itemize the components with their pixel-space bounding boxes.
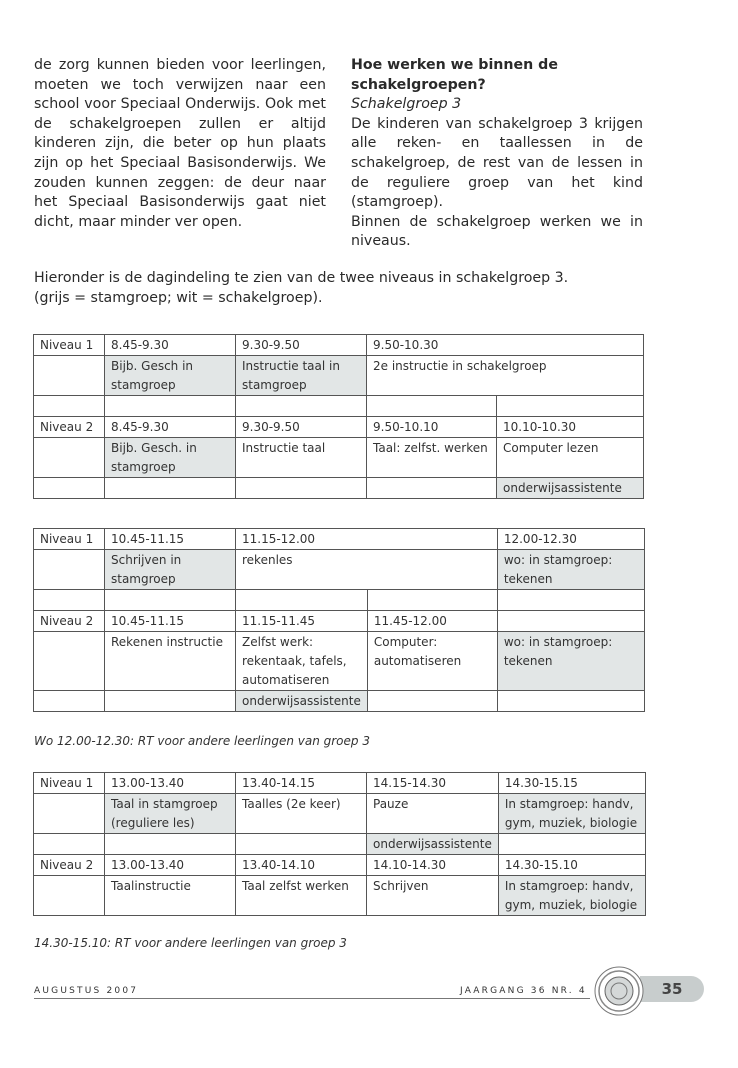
intro-line-1: Hieronder is de dagindeling te zien van de twee niveaus in schakelgroep 3. [34, 270, 569, 286]
activity-cell: In stamgroep: handv, gym, muziek, biologie [498, 876, 645, 916]
activity-cell: rekenles [236, 550, 498, 590]
activity-cell: Schrijven in stamgroep [105, 550, 236, 590]
activity-cell: Pauze [367, 794, 499, 834]
page-number: 35 [640, 976, 704, 1002]
schedule-table-morning-2 [33, 528, 645, 712]
activity-cell: Taal: zelfst. werken [367, 438, 497, 478]
time-cell: 9.30-9.50 [236, 335, 367, 356]
activity-cell: Computer: automatiseren [367, 632, 497, 691]
activity-cell: Computer lezen [497, 438, 644, 478]
assistant-cell: onderwijsassistente [497, 478, 644, 499]
activity-cell: Bijb. Gesch in stamgroep [105, 356, 236, 396]
time-cell: 14.10-14.30 [367, 855, 499, 876]
schedule-table-morning-1 [33, 334, 644, 499]
time-cell: 9.30-9.50 [236, 417, 367, 438]
activity-cell: Taal in stamgroep (reguliere les) [105, 794, 236, 834]
activity-cell: wo: in stamgroep: tekenen [497, 550, 644, 590]
intro-line-2: (grijs = stamgroep; wit = schakelgroep). [34, 290, 323, 306]
time-cell: 9.50-10.10 [367, 417, 497, 438]
right-paragraph-1: De kinderen van schakelgroep 3 krijgen alle reken- en taallessen in de schakelgroep, de rest van de lessen in de reguliere groep van het kind (stamgroep). [351, 115, 643, 211]
time-cell: 9.50-10.30 [367, 335, 644, 356]
activity-cell: In stamgroep: handv, gym, muziek, biologie [498, 794, 645, 834]
time-cell: 14.30-15.15 [498, 773, 645, 794]
activity-cell: Taalinstructie [105, 876, 236, 916]
time-cell: 10.45-11.15 [105, 529, 236, 550]
seal-icon [594, 966, 644, 1016]
time-cell: 10.10-10.30 [497, 417, 644, 438]
activity-cell: Bijb. Gesch. in stamgroep [105, 438, 236, 478]
footer-rule [34, 998, 590, 999]
level-label: Niveau 1 [34, 529, 105, 550]
activity-cell: Instructie taal [236, 438, 367, 478]
activity-cell: Taalles (2e keer) [236, 794, 367, 834]
activity-cell: Zelfst werk: rekentaak, tafels, automatiseren [236, 632, 368, 691]
left-paragraph: de zorg kunnen bieden voor leerlingen, moeten we toch verwijzen naar een school voor Speciaal Onderwijs. Ook met de schakelgroepen zullen er altijd kinderen zijn, die beter op hun plaats zijn op het Speciaal Basisonderwijs. We zouden kunnen zeggen: de deur naar het Speciaal Basisonderwijs gaat niet dicht, maar minder ver open. [34, 57, 326, 230]
section-subheading: Schakelgroep 3 [351, 96, 462, 113]
issue-date: AUGUSTUS 2007 [34, 986, 139, 996]
activity-cell: Rekenen instructie [105, 632, 236, 691]
time-cell: 13.40-14.10 [236, 855, 367, 876]
level-label: Niveau 1 [34, 773, 105, 794]
schedule-table-afternoon [33, 772, 646, 916]
time-cell: 8.45-9.30 [105, 335, 236, 356]
activity-cell: Instructie taal in stamgroep [236, 356, 367, 396]
left-column-text [34, 56, 326, 232]
activity-cell: Schrijven [367, 876, 499, 916]
time-cell: 14.15-14.30 [367, 773, 499, 794]
time-cell: 11.15-12.00 [236, 529, 498, 550]
time-cell: 12.00-12.30 [497, 529, 644, 550]
section-heading: Hoe werken we binnen de schakelgroepen? [351, 57, 558, 93]
level-label: Niveau 2 [34, 417, 105, 438]
time-cell: 14.30-15.10 [498, 855, 645, 876]
time-cell: 11.45-12.00 [367, 611, 497, 632]
assistant-cell: onderwijsassistente [236, 691, 368, 712]
time-cell: 13.40-14.15 [236, 773, 367, 794]
right-column-text [351, 56, 643, 252]
rt-note-1: Wo 12.00-12.30: RT voor andere leerlingen van groep 3 [34, 734, 370, 748]
right-paragraph-2: Binnen de schakelgroep werken we in niveaus. [351, 213, 643, 250]
volume-number: JAARGANG 36 NR. 4 [460, 986, 587, 996]
activity-cell: 2e instructie in schakelgroep [367, 356, 644, 396]
level-label: Niveau 2 [34, 855, 105, 876]
level-label: Niveau 1 [34, 335, 105, 356]
activity-cell: Taal zelfst werken [236, 876, 367, 916]
time-cell: 11.15-11.45 [236, 611, 368, 632]
assistant-cell: onderwijsassistente [367, 834, 499, 855]
time-cell: 8.45-9.30 [105, 417, 236, 438]
time-cell: 13.00-13.40 [105, 773, 236, 794]
level-label: Niveau 2 [34, 611, 105, 632]
time-cell: 13.00-13.40 [105, 855, 236, 876]
time-cell: 10.45-11.15 [105, 611, 236, 632]
rt-note-2: 14.30-15.10: RT voor andere leerlingen van groep 3 [34, 936, 347, 950]
activity-cell: wo: in stamgroep: tekenen [497, 632, 644, 691]
table-intro [34, 268, 674, 308]
